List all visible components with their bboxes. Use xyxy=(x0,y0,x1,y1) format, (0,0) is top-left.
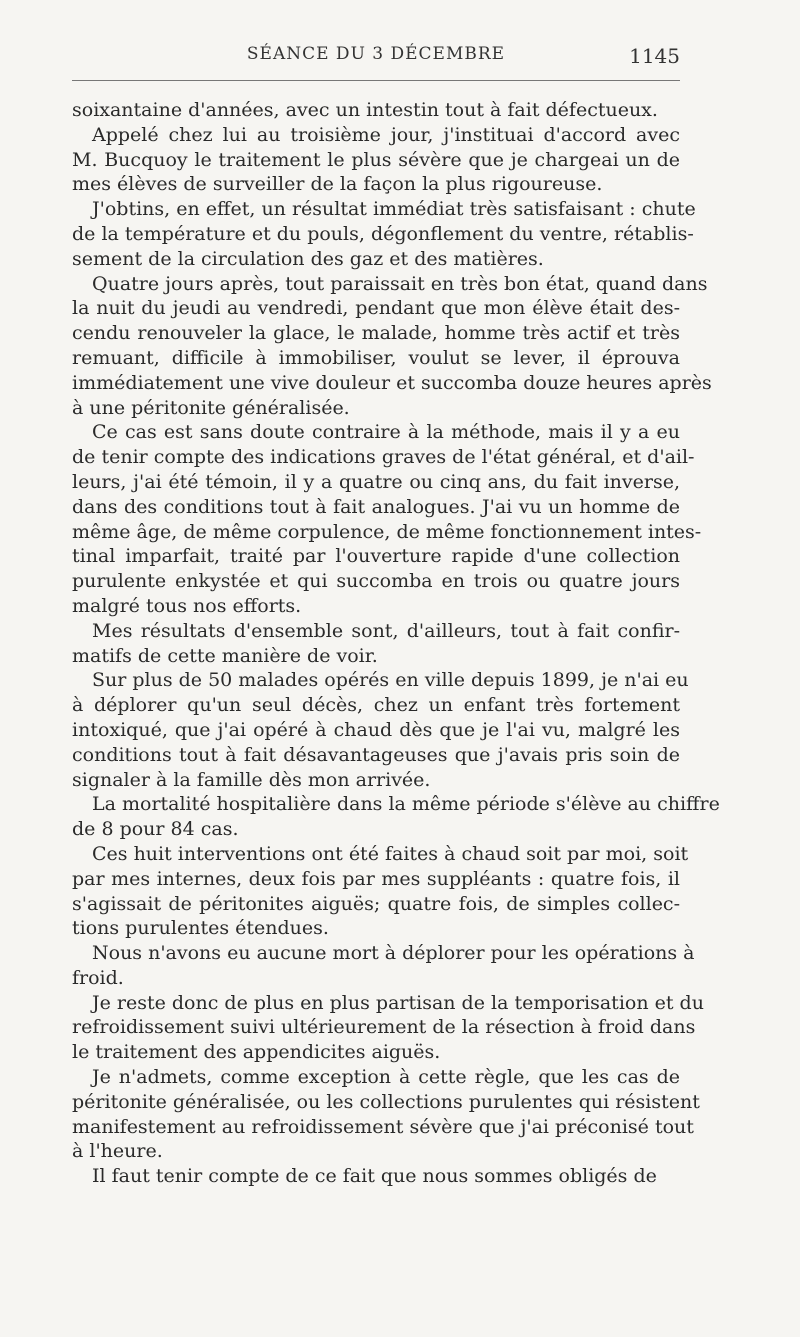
text-line: Mes résultats d'ensemble sont, d'ailleurs, tout à fait confir- xyxy=(92,619,680,642)
text-line: purulente enkystée et qui succomba en trois ou quatre jours xyxy=(72,570,680,593)
text-line: Nous n'avons eu aucune mort à déplorer pour les opérations à xyxy=(92,942,695,965)
text-line: J'obtins, en effet, un résultat immédiat très satisfaisant : chute xyxy=(92,198,696,221)
text-line: immédiatement une vive douleur et succomba douze heures après xyxy=(72,371,712,394)
running-header xyxy=(72,44,680,72)
text-line: à l'heure. xyxy=(72,1140,163,1163)
paragraph xyxy=(72,123,680,197)
text-line: refroidissement suivi ultérieurement de la résection à froid dans xyxy=(72,1016,696,1039)
text-line: remuant, difficile à immobiliser, voulut se lever, il éprouva xyxy=(72,346,680,369)
text-line: péritonite généralisée, ou les collections purulentes qui résistent xyxy=(72,1090,700,1113)
text-line: tions purulentes étendues. xyxy=(72,917,329,940)
text-line: soixantaine d'années, avec un intestin tout à fait défectueux. xyxy=(72,99,658,121)
paragraph xyxy=(72,1164,680,1189)
text-line: cendu renouveler la glace, le malade, homme très actif et très xyxy=(72,322,680,345)
text-line: Je reste donc de plus en plus partisan de la temporisation et du xyxy=(92,991,704,1014)
text-line: malgré tous nos efforts. xyxy=(72,594,302,617)
text-line: s'agissait de péritonites aiguës; quatre fois, de simples collec- xyxy=(72,892,680,915)
text-line: par mes internes, deux fois par mes suppléants : quatre fois, il xyxy=(72,867,680,890)
paragraph xyxy=(72,1065,700,1164)
text-line: tinal imparfait, traité par l'ouverture rapide d'une collection xyxy=(72,545,680,568)
paragraph xyxy=(72,272,712,421)
text-line: de la température et du pouls, dégonflement du ventre, rétablis- xyxy=(72,222,694,245)
text-line: Sur plus de 50 malades opérés en ville depuis 1899, je n'ai eu xyxy=(92,669,689,692)
text-line: de tenir compte des indications graves de l'état général, et d'ail- xyxy=(72,446,695,469)
paragraph xyxy=(72,98,680,123)
text-line: la nuit du jeudi au vendredi, pendant que mon élève était des- xyxy=(72,297,680,320)
text-line: manifestement au refroidissement sévère que j'ai préconisé tout xyxy=(72,1115,694,1138)
text-line: même âge, de même corpulence, de même fonctionnement intes- xyxy=(72,520,702,543)
text-line: intoxiqué, que j'ai opéré à chaud dès que je l'ai vu, malgré les xyxy=(72,718,680,741)
text-line: de 8 pour 84 cas. xyxy=(72,818,239,841)
text-line: dans des conditions tout à fait analogues. J'ai vu un homme de xyxy=(72,495,680,518)
text-line: Ce cas est sans doute contraire à la méthode, mais il y a eu xyxy=(92,421,680,444)
paragraph xyxy=(72,842,689,941)
paragraph xyxy=(72,420,702,618)
text-line: Ces huit interventions ont été faites à chaud soit par moi, soit xyxy=(92,842,689,865)
body-text xyxy=(72,98,720,1189)
paragraph xyxy=(72,792,720,842)
header-title: SÉANCE DU 3 DÉCEMBRE xyxy=(246,44,506,64)
text-line: Je n'admets, comme exception à cette règle, que les cas de xyxy=(92,1066,680,1089)
text-line: mes élèves de surveiller de la façon la plus rigoureuse. xyxy=(72,173,603,196)
paragraph xyxy=(72,619,680,669)
text-line: sement de la circulation des gaz et des matières. xyxy=(72,247,544,270)
text-line: La mortalité hospitalière dans la même période s'élève au chiffre xyxy=(92,793,720,816)
text-line: leurs, j'ai été témoin, il y a quatre ou cinq ans, du fait inverse, xyxy=(72,470,680,493)
text-line: Il faut tenir compte de ce fait que nous sommes obligés de xyxy=(92,1165,657,1188)
page-number: 1145 xyxy=(629,44,680,68)
text-line: froid. xyxy=(72,966,124,989)
paragraph xyxy=(72,197,696,271)
text-line: le traitement des appendicites aiguës. xyxy=(72,1041,441,1064)
paragraph xyxy=(72,941,695,991)
text-line: à déplorer qu'un seul décès, chez un enfant très fortement xyxy=(72,694,680,717)
text-line: M. Bucquoy le traitement le plus sévère que je chargeai un de xyxy=(72,148,680,171)
text-line: Quatre jours après, tout paraissait en très bon état, quand dans xyxy=(92,272,708,295)
text-line: à une péritonite généralisée. xyxy=(72,396,350,419)
paragraph xyxy=(72,991,704,1065)
text-line: matifs de cette manière de voir. xyxy=(72,644,378,667)
text-line: Appelé chez lui au troisième jour, j'instituai d'accord avec xyxy=(92,123,680,146)
text-line: signaler à la famille dès mon arrivée. xyxy=(72,768,431,791)
text-line: conditions tout à fait désavantageuses que j'avais pris soin de xyxy=(72,743,680,766)
header-rule xyxy=(72,80,680,81)
paragraph xyxy=(72,668,689,792)
